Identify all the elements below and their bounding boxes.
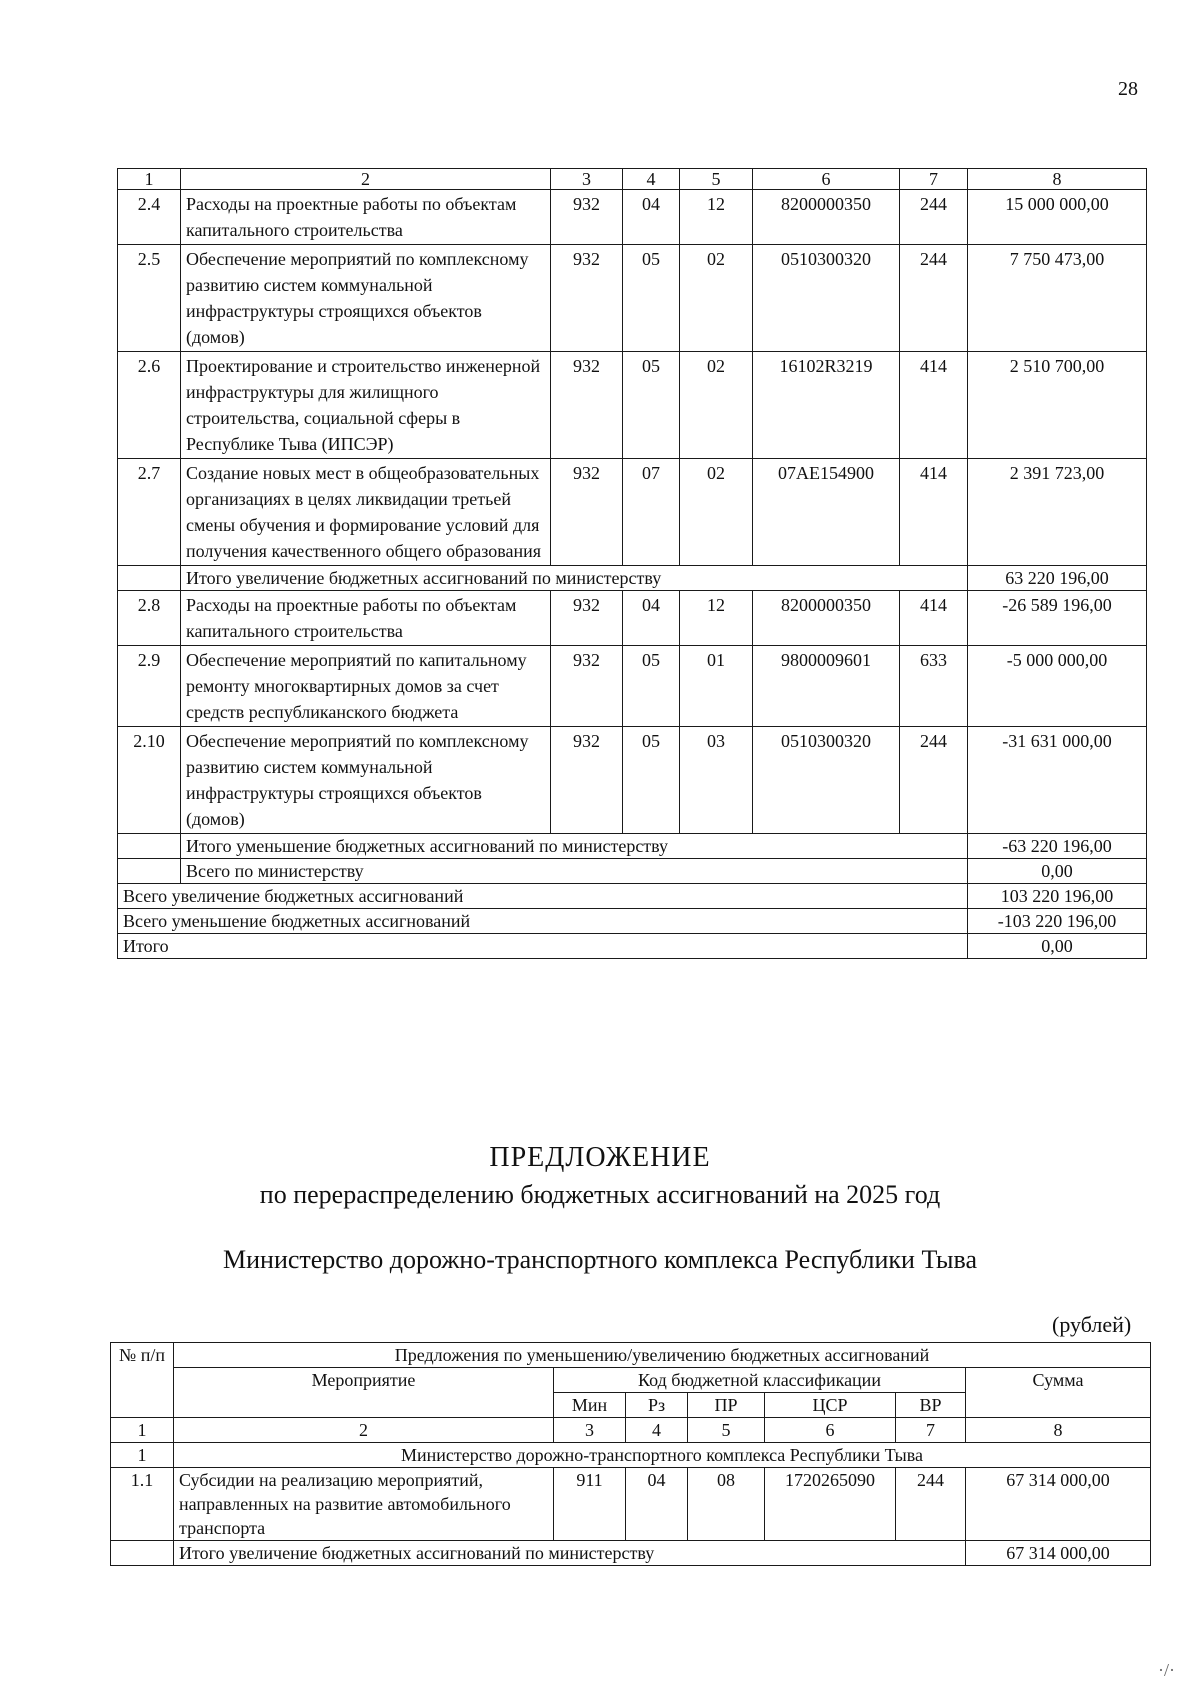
total-increase-sum: 67 314 000,00	[966, 1541, 1151, 1566]
table-row	[118, 727, 1147, 834]
code-min: 932	[551, 591, 623, 646]
code-min: 932	[551, 190, 623, 245]
table-row	[118, 245, 1147, 352]
header-row	[111, 1368, 1151, 1393]
row-number: 2.9	[118, 646, 181, 727]
total-ministry-row	[118, 859, 1147, 884]
code-rz: 05	[623, 352, 680, 459]
header-number: № п/п	[111, 1343, 174, 1418]
row-sum: 7 750 473,00	[968, 245, 1147, 352]
column-number-row	[118, 169, 1147, 190]
header-sum: Сумма	[966, 1368, 1151, 1418]
header-group: Предложения по уменьшению/увеличению бюджетных ассигнований	[174, 1343, 1151, 1368]
row-description: Обеспечение мероприятий по комплексному развитию систем коммунальной инфраструктуры строящихся объектов (домов)	[181, 245, 551, 352]
row-sum: 2 510 700,00	[968, 352, 1147, 459]
code-rz: 04	[626, 1468, 688, 1541]
section-number: 1	[111, 1443, 174, 1468]
total-increase-label: Итого увеличение бюджетных ассигнований по министерству	[174, 1541, 966, 1566]
total-decrease-row	[118, 834, 1147, 859]
header-row	[111, 1343, 1151, 1368]
code-csr: 1720265090	[765, 1468, 896, 1541]
code-min: 932	[551, 245, 623, 352]
code-pr: 02	[680, 352, 753, 459]
row-number: 1.1	[111, 1468, 174, 1541]
code-vr: 244	[900, 727, 968, 834]
code-csr: 0510300320	[753, 245, 900, 352]
code-min: 932	[551, 646, 623, 727]
section-label: Министерство дорожно-транспортного комплекса Республики Тыва	[174, 1443, 1151, 1468]
section-row	[111, 1443, 1151, 1468]
code-vr: 414	[900, 352, 968, 459]
row-description: Обеспечение мероприятий по комплексному развитию систем коммунальной инфраструктуры строящихся объектов (домов)	[181, 727, 551, 834]
code-csr: 0510300320	[753, 727, 900, 834]
code-vr: 244	[900, 190, 968, 245]
code-pr: 02	[680, 245, 753, 352]
total-decrease-label: Итого уменьшение бюджетных ассигнований по министерству	[181, 834, 968, 859]
grand-decrease-label: Всего уменьшение бюджетных ассигнований	[118, 909, 968, 934]
header-min: Мин	[554, 1393, 626, 1418]
table-row	[118, 646, 1147, 727]
proposal-subtitle: по перераспределению бюджетных ассигнований на 2025 год	[259, 1180, 941, 1209]
header-csr: ЦСР	[765, 1393, 896, 1418]
code-rz: 07	[623, 459, 680, 566]
total-increase-label: Итого увеличение бюджетных ассигнований по министерству	[181, 566, 968, 591]
code-rz: 04	[623, 591, 680, 646]
row-number: 2.10	[118, 727, 181, 834]
code-pr: 03	[680, 727, 753, 834]
total-ministry-label: Всего по министерству	[181, 859, 968, 884]
row-number: 2.4	[118, 190, 181, 245]
row-sum: 67 314 000,00	[966, 1468, 1151, 1541]
column-number: 8	[966, 1418, 1151, 1443]
table-row	[118, 352, 1147, 459]
row-sum: 15 000 000,00	[968, 190, 1147, 245]
total-decrease-sum: -63 220 196,00	[968, 834, 1147, 859]
column-number: 6	[765, 1418, 896, 1443]
budget-table-continued	[117, 168, 1147, 959]
proposal-title: ПРЕДЛОЖЕНИЕ	[489, 1142, 711, 1173]
column-number: 2	[181, 169, 551, 190]
grand-increase-row	[118, 884, 1147, 909]
header-code: Код бюджетной классификации	[554, 1368, 966, 1393]
empty-cell	[118, 859, 181, 884]
unit-note: (рублей)	[1052, 1312, 1132, 1337]
code-min: 932	[551, 352, 623, 459]
column-number: 1	[111, 1418, 174, 1443]
code-pr: 12	[680, 591, 753, 646]
code-pr: 02	[680, 459, 753, 566]
code-csr: 16102R3219	[753, 352, 900, 459]
column-number: 7	[896, 1418, 966, 1443]
ministry-name: Министерство дорожно-транспортного комплекса Республики Тыва	[223, 1245, 977, 1274]
table-row	[118, 190, 1147, 245]
corner-mark: ·/·	[1158, 1660, 1175, 1680]
column-number: 3	[551, 169, 623, 190]
proposal-table	[110, 1342, 1151, 1566]
total-increase-row	[118, 566, 1147, 591]
code-rz: 05	[623, 646, 680, 727]
code-pr: 01	[680, 646, 753, 727]
code-min: 911	[554, 1468, 626, 1541]
row-number: 2.7	[118, 459, 181, 566]
row-description: Обеспечение мероприятий по капитальному ремонту многоквартирных домов за счет средств республиканского бюджета	[181, 646, 551, 727]
column-number: 3	[554, 1418, 626, 1443]
header-event: Мероприятие	[174, 1368, 554, 1418]
row-sum: -31 631 000,00	[968, 727, 1147, 834]
column-number: 5	[680, 169, 753, 190]
row-number: 2.6	[118, 352, 181, 459]
row-description: Субсидии на реализацию мероприятий, направленных на развитие автомобильного транспорта	[174, 1468, 554, 1541]
code-rz: 04	[623, 190, 680, 245]
header-vr: ВР	[896, 1393, 966, 1418]
code-csr: 9800009601	[753, 646, 900, 727]
empty-cell	[118, 566, 181, 591]
row-number: 2.8	[118, 591, 181, 646]
row-description: Расходы на проектные работы по объектам капитального строительства	[181, 591, 551, 646]
column-number: 8	[968, 169, 1147, 190]
row-sum: 2 391 723,00	[968, 459, 1147, 566]
code-min: 932	[551, 727, 623, 834]
column-number: 7	[900, 169, 968, 190]
code-csr: 8200000350	[753, 190, 900, 245]
column-number: 6	[753, 169, 900, 190]
code-csr: 8200000350	[753, 591, 900, 646]
column-number: 2	[174, 1418, 554, 1443]
empty-cell	[118, 834, 181, 859]
page-number: 28	[1118, 78, 1138, 100]
code-pr: 12	[680, 190, 753, 245]
code-rz: 05	[623, 245, 680, 352]
code-min: 932	[551, 459, 623, 566]
column-number-row	[111, 1418, 1151, 1443]
total-increase-sum: 63 220 196,00	[968, 566, 1147, 591]
grand-total-sum: 0,00	[968, 934, 1147, 959]
code-vr: 244	[896, 1468, 966, 1541]
code-vr: 414	[900, 591, 968, 646]
column-number: 4	[626, 1418, 688, 1443]
grand-total-label: Итого	[118, 934, 968, 959]
code-vr: 414	[900, 459, 968, 566]
total-ministry-sum: 0,00	[968, 859, 1147, 884]
grand-decrease-row	[118, 909, 1147, 934]
row-number: 2.5	[118, 245, 181, 352]
code-csr: 07AE154900	[753, 459, 900, 566]
grand-total-row	[118, 934, 1147, 959]
column-number: 4	[623, 169, 680, 190]
row-description: Проектирование и строительство инженерной инфраструктуры для жилищного строительства, социальной сферы в Республике Тыва (ИПСЭР)	[181, 352, 551, 459]
code-rz: 05	[623, 727, 680, 834]
empty-cell	[111, 1541, 174, 1566]
code-vr: 633	[900, 646, 968, 727]
column-number: 1	[118, 169, 181, 190]
table-row	[111, 1468, 1151, 1541]
grand-increase-sum: 103 220 196,00	[968, 884, 1147, 909]
grand-increase-label: Всего увеличение бюджетных ассигнований	[118, 884, 968, 909]
row-description: Расходы на проектные работы по объектам капитального строительства	[181, 190, 551, 245]
header-pr: ПР	[688, 1393, 765, 1418]
table-row	[118, 591, 1147, 646]
table-row	[118, 459, 1147, 566]
row-sum: -26 589 196,00	[968, 591, 1147, 646]
code-pr: 08	[688, 1468, 765, 1541]
grand-decrease-sum: -103 220 196,00	[968, 909, 1147, 934]
total-increase-row	[111, 1541, 1151, 1566]
column-number: 5	[688, 1418, 765, 1443]
row-description: Создание новых мест в общеобразовательных организациях в целях ликвидации третьей смены обучения и формирование условий для получения качественного общего образования	[181, 459, 551, 566]
code-vr: 244	[900, 245, 968, 352]
header-rz: Рз	[626, 1393, 688, 1418]
row-sum: -5 000 000,00	[968, 646, 1147, 727]
